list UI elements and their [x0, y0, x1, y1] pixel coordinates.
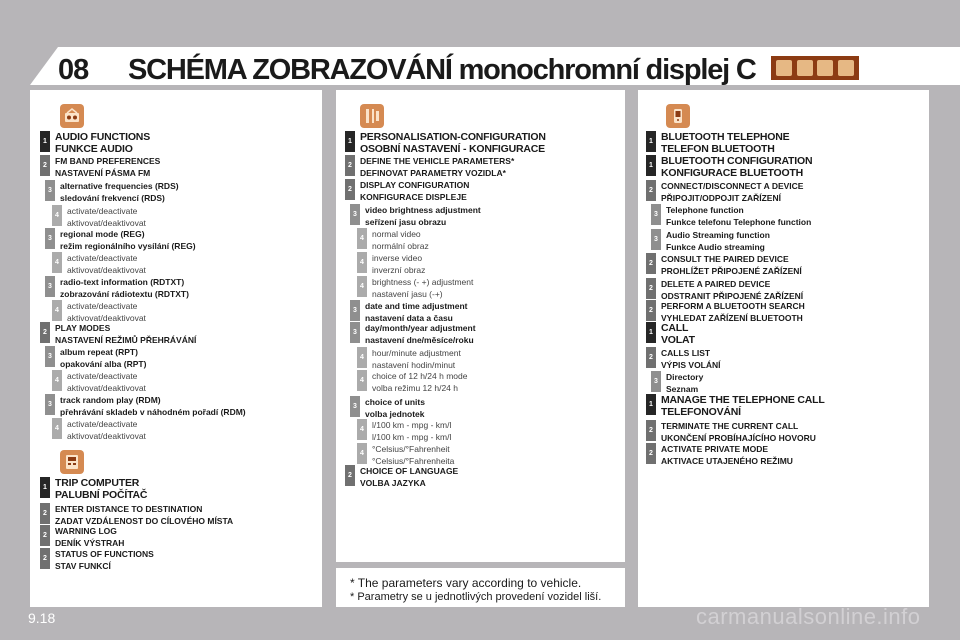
- level-badge: 2: [40, 548, 50, 569]
- entry-label-czech: režim regionálního vysílání (REG): [60, 241, 196, 251]
- level-badge: 4: [357, 443, 367, 464]
- entry-label-czech: DENÍK VÝSTRAH: [55, 538, 125, 548]
- entry-text: [372, 419, 451, 443]
- level-badge: 4: [52, 205, 62, 226]
- entry-label-english: DISPLAY CONFIGURATION: [360, 180, 470, 190]
- level-badge: 4: [52, 300, 62, 321]
- bluetooth-menu-entry: [646, 278, 803, 302]
- level-badge: 2: [40, 155, 50, 176]
- entry-label-english: BLUETOOTH TELEPHONE: [661, 131, 790, 143]
- entry-text: [60, 276, 189, 300]
- entry-text: [666, 204, 811, 228]
- entry-label-czech: OSOBNÍ NASTAVENÍ - KONFIGURACE: [360, 143, 545, 155]
- entry-label-czech: aktivovat/deaktivovat: [67, 265, 146, 275]
- entry-text: [661, 443, 793, 467]
- footnote-english: * The parameters vary according to vehicle.: [350, 576, 582, 590]
- entry-label-english: PERSONALISATION-CONFIGURATION: [360, 131, 546, 143]
- trip-menu-entry: [40, 525, 124, 549]
- bluetooth-menu-entry: [646, 180, 803, 204]
- level-badge: 3: [350, 396, 360, 417]
- entry-label-czech: VYHLEDAT ZAŘÍZENÍ BLUETOOTH: [661, 313, 803, 323]
- entry-label-english: AUDIO FUNCTIONS: [55, 131, 150, 143]
- personal-menu-entry: [350, 322, 476, 346]
- entry-label-english: activate/deactivate: [67, 301, 138, 311]
- level-badge: 4: [52, 418, 62, 439]
- level-badge: 2: [646, 180, 656, 201]
- entry-text: [55, 503, 233, 527]
- entry-label-czech: NASTAVENÍ REŽIMŮ PŘEHRÁVÁNÍ: [55, 335, 197, 345]
- entry-label-czech: VÝPIS VOLÁNÍ: [661, 360, 721, 370]
- level-badge: 4: [52, 252, 62, 273]
- entry-label-czech: l/100 km - mpg - km/l: [372, 432, 452, 442]
- entry-text: [661, 347, 721, 371]
- entry-label-czech: PŘIPOJIT/ODPOJIT ZAŘÍZENÍ: [661, 193, 781, 203]
- entry-label-czech: PROHLÍŽET PŘIPOJENÉ ZAŘÍZENÍ: [661, 266, 802, 276]
- level-badge: 1: [646, 131, 656, 152]
- entry-label-english: CALL: [661, 322, 689, 334]
- bluetooth-menu-entry: [646, 253, 802, 277]
- level-badge: 1: [646, 322, 656, 343]
- audio-menu-entry: [52, 252, 146, 276]
- entry-text: [60, 346, 146, 370]
- entry-label-english: WARNING LOG: [55, 526, 117, 536]
- level-badge: 1: [40, 477, 50, 498]
- entry-text: [661, 180, 803, 204]
- watermark: carmanualsonline.info: [696, 604, 921, 629]
- entry-label-english: brightness (- +) adjustment: [372, 277, 474, 287]
- entry-label-english: CHOICE OF LANGUAGE: [360, 466, 459, 476]
- level-badge: 3: [350, 322, 360, 343]
- personal-menu-entry: [357, 228, 429, 252]
- audio-menu-entry: [40, 131, 150, 155]
- entry-label-english: TRIP COMPUTER: [55, 477, 140, 489]
- level-badge: 3: [651, 229, 661, 250]
- level-badge: 4: [357, 370, 367, 391]
- entry-label-english: ACTIVATE PRIVATE MODE: [661, 444, 769, 454]
- entry-label-czech: sledování frekvencí (RDS): [60, 193, 165, 203]
- entry-label-czech: normální obraz: [372, 241, 429, 251]
- bluetooth-menu-entry: [651, 204, 811, 228]
- entry-text: [360, 155, 514, 179]
- level-badge: 4: [357, 419, 367, 440]
- trip-thumb-icon: [797, 60, 813, 76]
- audio-menu-entry: [40, 322, 196, 346]
- bluetooth-menu-entry: [646, 131, 789, 155]
- entry-text: [372, 276, 473, 300]
- entry-label-english: PLAY MODES: [55, 323, 111, 333]
- entry-label-english: radio-text information (RDTXT): [60, 277, 185, 287]
- level-badge: 3: [45, 346, 55, 367]
- entry-label-english: CONSULT THE PAIRED DEVICE: [661, 254, 789, 264]
- entry-label-czech: DEFINOVAT PARAMETRY VOZIDLA*: [360, 168, 506, 178]
- entry-label-czech: NASTAVENÍ PÁSMA FM: [55, 168, 151, 178]
- entry-label-czech: aktivovat/deaktivovat: [67, 313, 146, 323]
- entry-label-czech: Funkce telefonu Telephone function: [666, 217, 812, 227]
- level-badge: 2: [345, 179, 355, 200]
- level-badge: 2: [646, 347, 656, 368]
- entry-label-czech: nastavení data a času: [365, 313, 453, 323]
- entry-text: [365, 396, 425, 420]
- entry-label-czech: Seznam: [666, 384, 699, 394]
- entry-label-english: date and time adjustment: [365, 301, 468, 311]
- phone-icon: [666, 104, 690, 128]
- entry-text: [365, 322, 476, 346]
- entry-label-czech: seřízení jasu obrazu: [365, 217, 447, 227]
- entry-label-czech: aktivovat/deaktivovat: [67, 218, 146, 228]
- level-badge: 4: [357, 252, 367, 273]
- entry-text: [661, 278, 803, 302]
- tools-icon: [360, 104, 384, 128]
- entry-label-english: BLUETOOTH CONFIGURATION: [661, 155, 813, 167]
- entry-label-czech: VOLBA JAZYKA: [360, 478, 426, 488]
- settings-thumb-icon: [817, 60, 833, 76]
- entry-label-czech: TELEFONOVÁNÍ: [661, 406, 741, 418]
- personal-menu-entry: [350, 396, 425, 420]
- entry-label-english: DELETE A PAIRED DEVICE: [661, 279, 771, 289]
- level-badge: 3: [45, 228, 55, 249]
- entry-text: [67, 205, 146, 229]
- entry-text: [55, 548, 154, 572]
- entry-label-english: FM BAND PREFERENCES: [55, 156, 161, 166]
- level-badge: 1: [345, 131, 355, 152]
- entry-text: [372, 252, 425, 276]
- entry-label-czech: VOLAT: [661, 334, 695, 346]
- bluetooth-menu-entry: [646, 347, 721, 371]
- personal-menu-entry: [357, 276, 473, 300]
- entry-label-english: CALLS LIST: [661, 348, 711, 358]
- footnote-czech: * Parametry se u jednotlivých provedení vozidel liší.: [350, 591, 602, 603]
- entry-text: [67, 252, 146, 276]
- entry-text: [666, 229, 770, 253]
- trip-computer-icon: [60, 450, 84, 474]
- entry-label-english: activate/deactivate: [67, 371, 138, 381]
- entry-label-english: activate/deactivate: [67, 253, 138, 263]
- bluetooth-menu-entry: [651, 229, 770, 253]
- entry-text: [372, 370, 467, 394]
- trip-menu-entry: [40, 477, 147, 501]
- entry-label-english: ENTER DISTANCE TO DESTINATION: [55, 504, 203, 514]
- level-badge: 4: [52, 370, 62, 391]
- entry-label-english: l/100 km - mpg - km/l: [372, 420, 452, 430]
- entry-text: [60, 228, 196, 252]
- personal-menu-entry: [345, 465, 458, 489]
- entry-label-english: activate/deactivate: [67, 206, 138, 216]
- level-badge: 2: [40, 503, 50, 524]
- level-badge: 3: [350, 300, 360, 321]
- entry-label-english: TERMINATE THE CURRENT CALL: [661, 421, 799, 431]
- entry-label-czech: aktivovat/deaktivovat: [67, 383, 146, 393]
- audio-thumb-icon: [776, 60, 792, 76]
- level-badge: 4: [357, 347, 367, 368]
- entry-label-english: regional mode (REG): [60, 229, 145, 239]
- personal-menu-entry: [357, 347, 461, 371]
- entry-label-czech: inverzní obraz: [372, 265, 426, 275]
- level-badge: 1: [40, 131, 50, 152]
- audio-menu-entry: [52, 370, 146, 394]
- entry-text: [55, 525, 124, 549]
- level-badge: 3: [651, 204, 661, 225]
- audio-menu-entry: [45, 276, 189, 300]
- entry-label-czech: ODSTRANIT PŘIPOJENÉ ZAŘÍZENÍ: [661, 291, 804, 301]
- level-badge: 3: [45, 394, 55, 415]
- entry-label-english: Audio Streaming function: [666, 230, 770, 240]
- entry-text: [55, 155, 160, 179]
- entry-label-czech: opakování alba (RPT): [60, 359, 147, 369]
- entry-text: [372, 228, 429, 252]
- level-badge: 2: [40, 322, 50, 343]
- audio-menu-entry: [45, 180, 179, 204]
- entry-text: [661, 131, 789, 155]
- audio-menu-entry: [52, 205, 146, 229]
- entry-label-english: alternative frequencies (RDS): [60, 181, 179, 191]
- level-badge: 2: [646, 443, 656, 464]
- audio-menu-entry: [40, 155, 160, 179]
- level-badge: 2: [646, 253, 656, 274]
- entry-label-czech: KONFIGURACE DISPLEJE: [360, 192, 467, 202]
- level-badge: 1: [646, 155, 656, 176]
- entry-text: [365, 204, 481, 228]
- entry-label-czech: přehrávání skladeb v náhodném pořadí (RDM): [60, 407, 246, 417]
- trip-menu-entry: [40, 503, 233, 527]
- level-badge: 3: [350, 204, 360, 225]
- chapter-number: 08: [58, 54, 89, 86]
- level-badge: 2: [646, 420, 656, 441]
- entry-label-czech: FUNKCE AUDIO: [55, 143, 133, 155]
- entry-text: [661, 155, 812, 179]
- entry-label-czech: TELEFON BLUETOOTH: [661, 143, 775, 155]
- entry-text: [365, 300, 468, 324]
- entry-text: [666, 371, 703, 395]
- entry-label-english: Telephone function: [666, 205, 744, 215]
- entry-label-english: album repeat (RPT): [60, 347, 138, 357]
- entry-text: [360, 179, 469, 203]
- entry-text: [360, 131, 546, 155]
- entry-text: [67, 300, 146, 324]
- entry-label-czech: °Celsius/°Fahrenheita: [372, 456, 455, 466]
- entry-label-czech: AKTIVACE UTAJENÉHO REŽIMU: [661, 456, 793, 466]
- entry-label-czech: nastavení jasu (-+): [372, 289, 443, 299]
- entry-label-english: activate/deactivate: [67, 419, 138, 429]
- page-title: SCHÉMA ZOBRAZOVÁNÍ monochromní displej C: [128, 54, 756, 86]
- personal-menu-entry: [357, 419, 451, 443]
- level-badge: 1: [646, 394, 656, 415]
- entry-label-english: Directory: [666, 372, 704, 382]
- entry-text: [661, 394, 825, 418]
- entry-label-czech: STAV FUNKCÍ: [55, 561, 111, 571]
- chapter-thumbnail-strip: [771, 56, 859, 80]
- entry-text: [55, 477, 147, 501]
- entry-label-czech: KONFIGURACE BLUETOOTH: [661, 167, 804, 179]
- entry-text: [55, 131, 150, 155]
- audio-icon: [60, 104, 84, 128]
- entry-label-english: CONNECT/DISCONNECT A DEVICE: [661, 181, 804, 191]
- audio-menu-entry: [52, 418, 146, 442]
- level-badge: 2: [345, 465, 355, 486]
- entry-label-english: inverse video: [372, 253, 423, 263]
- bluetooth-menu-entry: [646, 443, 793, 467]
- entry-label-czech: PALUBNÍ POČÍTAČ: [55, 489, 148, 501]
- personal-menu-entry: [350, 204, 481, 228]
- level-badge: 4: [357, 276, 367, 297]
- page-number: 9.18: [28, 610, 56, 626]
- entry-text: [372, 347, 461, 371]
- audio-menu-entry: [45, 346, 146, 370]
- level-badge: 3: [651, 371, 661, 392]
- bluetooth-menu-entry: [646, 300, 805, 324]
- bluetooth-menu-entry: [646, 420, 816, 444]
- entry-text: [360, 465, 458, 489]
- entry-label-czech: ZADAT VZDÁLENOST DO CÍLOVÉHO MÍSTA: [55, 516, 234, 526]
- personal-menu-entry: [357, 443, 454, 467]
- entry-label-english: normal video: [372, 229, 421, 239]
- personal-menu-entry: [350, 300, 468, 324]
- entry-label-czech: aktivovat/deaktivovat: [67, 431, 146, 441]
- phone-thumb-icon: [838, 60, 854, 76]
- level-badge: 2: [345, 155, 355, 176]
- entry-text: [60, 180, 179, 204]
- personal-menu-entry: [357, 252, 425, 276]
- entry-label-english: track random play (RDM): [60, 395, 161, 405]
- personal-menu-entry: [345, 155, 514, 179]
- entry-text: [661, 322, 695, 346]
- entry-text: [55, 322, 196, 346]
- entry-label-english: video brightness adjustment: [365, 205, 481, 215]
- entry-label-english: hour/minute adjustment: [372, 348, 461, 358]
- entry-text: [661, 420, 816, 444]
- entry-label-english: day/month/year adjustment: [365, 323, 476, 333]
- entry-text: [661, 300, 805, 324]
- entry-text: [372, 443, 454, 467]
- entry-label-czech: Funkce Audio streaming: [666, 242, 765, 252]
- level-badge: 2: [646, 300, 656, 321]
- entry-label-english: choice of units: [365, 397, 425, 407]
- personal-menu-entry: [357, 370, 467, 394]
- entry-text: [67, 370, 146, 394]
- entry-label-czech: nastavení dne/měsíce/roku: [365, 335, 474, 345]
- entry-label-czech: nastavení hodin/minut: [372, 360, 456, 370]
- entry-label-czech: UKONČENÍ PROBÍHAJÍCÍHO HOVORU: [661, 433, 816, 443]
- entry-label-czech: volba jednotek: [365, 409, 425, 419]
- bluetooth-menu-entry: [646, 322, 695, 346]
- audio-menu-entry: [45, 394, 246, 418]
- level-badge: 3: [45, 276, 55, 297]
- entry-text: [661, 253, 802, 277]
- level-badge: 2: [40, 525, 50, 546]
- audio-menu-entry: [52, 300, 146, 324]
- audio-menu-entry: [45, 228, 196, 252]
- bluetooth-menu-entry: [646, 155, 812, 179]
- personal-menu-entry: [345, 131, 546, 155]
- entry-label-czech: zobrazování rádiotextu (RDTXT): [60, 289, 189, 299]
- entry-label-english: MANAGE THE TELEPHONE CALL: [661, 394, 825, 406]
- entry-label-english: °Celsius/°Fahrenheit: [372, 444, 450, 454]
- level-badge: 2: [646, 278, 656, 299]
- personal-menu-entry: [345, 179, 469, 203]
- trip-menu-entry: [40, 548, 154, 572]
- entry-text: [67, 418, 146, 442]
- entry-label-english: DEFINE THE VEHICLE PARAMETERS*: [360, 156, 515, 166]
- entry-label-czech: volba režimu 12 h/24 h: [372, 383, 458, 393]
- entry-label-english: PERFORM A BLUETOOTH SEARCH: [661, 301, 805, 311]
- entry-text: [60, 394, 246, 418]
- level-badge: 3: [45, 180, 55, 201]
- bluetooth-menu-entry: [646, 394, 825, 418]
- bluetooth-menu-entry: [651, 371, 703, 395]
- level-badge: 4: [357, 228, 367, 249]
- entry-label-english: STATUS OF FUNCTIONS: [55, 549, 154, 559]
- entry-label-english: choice of 12 h/24 h mode: [372, 371, 468, 381]
